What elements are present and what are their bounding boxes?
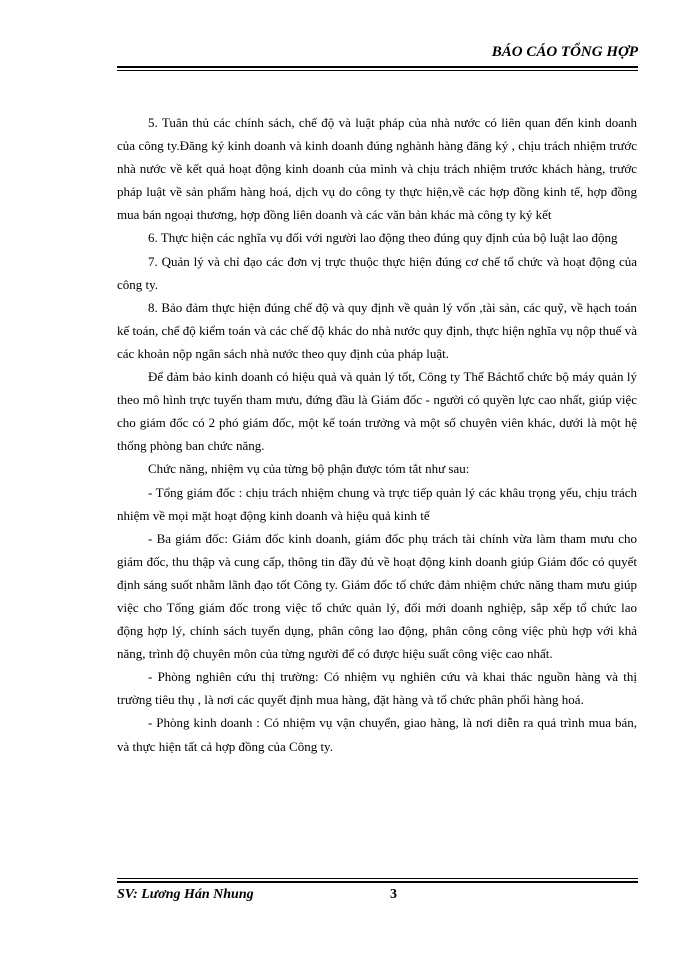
paragraph-item-5: 5. Tuân thủ các chính sách, chế độ và luật pháp của nhà nước có liên quan đến kinh doanh của công ty.Đăng ký kinh doanh và kinh doanh đúng nghành hàng đăng ký , chịu trách nhiệm trước nhà nước về kết quả hoạt động kinh doanh của mình và chịu trách nhiệm trước khách hàng, trước pháp luật về sản phẩm hàng hoá, dịch vụ do công ty thực hiện,về các hợp đồng kinh tế, hợp đồng mua bán ngoại thương, hợp đồng liên doanh và các văn bản khác mà công ty ký kết bbox=[117, 115, 637, 223]
header-rule bbox=[117, 66, 638, 68]
paragraph-item-8: 8. Bảo đảm thực hiện đúng chế độ và quy định về quản lý vốn ,tài sản, các quỹ, về hạch toán kế toán, chế độ kiểm toán và các chế độ khác do nhà nước quy định, thực hiện nghĩa vụ nộp thuế và các khoản nộp ngân sách nhà nước theo quy định của pháp luật. bbox=[117, 299, 637, 361]
paragraph-business-department: - Phòng kinh doanh : Có nhiệm vụ vận chuyển, giao hàng, là nơi diễn ra quá trình mua bán, và thực hiện tất cả hợp đồng của Công ty. bbox=[117, 715, 637, 754]
paragraph-general-director: - Tổng giám đốc : chịu trách nhiệm chung và trực tiếp quản lý các khâu trọng yếu, chịu trách nhiệm về mọi mặt hoạt động kinh doanh và hiệu quả kinh tế bbox=[117, 484, 637, 523]
body-text bbox=[117, 111, 637, 758]
page-number: 3 bbox=[390, 887, 397, 902]
header-rule-secondary bbox=[117, 70, 638, 71]
paragraph-directors: - Ba giám đốc: Giám đốc kinh doanh, giám đốc phụ trách tài chính vừa làm tham mưu cho giám đốc, thu thập và cung cấp, thông tin đầy đủ về hoạt động kinh doanh giúp Giám đốc có quyết định sáng suốt nhằm lãnh đạo tốt Công ty. Giám đốc tổ chức đảm nhiệm chức năng tham mưu giúp việc cho Tổng giám đốc trong việc tổ chức quản lý, đổi mới doanh nghiệp, sắp xếp tổ chức lao động hợp lý, chính sách tuyển dụng, phân công lao động, phân công công việc phù hợp với khả năng, trình độ chuyên môn của từng người để có được hiệu suất công việc cao nhất. bbox=[117, 530, 637, 662]
paragraph-item-6: 6. Thực hiện các nghĩa vụ đối với người lao động theo đúng quy định của bộ luật lao động bbox=[148, 230, 618, 246]
footer-rule bbox=[117, 881, 638, 883]
paragraph-market-research: - Phòng nghiên cứu thị trường: Có nhiệm vụ nghiên cứu và khai thác nguồn hàng và thị trường tiêu thụ , là nơi các quyết định mua hàng, đặt hàng và tổ chức phân phối hàng hoá. bbox=[117, 669, 637, 708]
paragraph-item-7: 7. Quản lý và chỉ đạo các đơn vị trực thuộc thực hiện đúng cơ chế tổ chức và hoạt động của công ty. bbox=[117, 253, 637, 292]
footer-rule-secondary bbox=[117, 878, 638, 879]
paragraph-functions-intro: Chức năng, nhiệm vụ của từng bộ phận được tóm tắt như sau: bbox=[148, 461, 470, 477]
header-title: BÁO CÁO TỔNG HỢP bbox=[491, 44, 638, 60]
paragraph-organization: Để đảm bảo kinh doanh có hiệu quả và quản lý tốt, Công ty Thế Báchtổ chức bộ máy quản lý theo mô hình trực tuyến tham mưu, đứng đầu là Giám đốc - người có quyền lực cao nhất, giúp việc cho giám đốc có 2 phó giám đốc, một kế toán trưởng và một số chuyên viên khác, dưới là một hệ thống phòng ban chức năng. bbox=[117, 369, 637, 454]
footer-author: SV: Lương Hán Nhung bbox=[117, 887, 254, 902]
